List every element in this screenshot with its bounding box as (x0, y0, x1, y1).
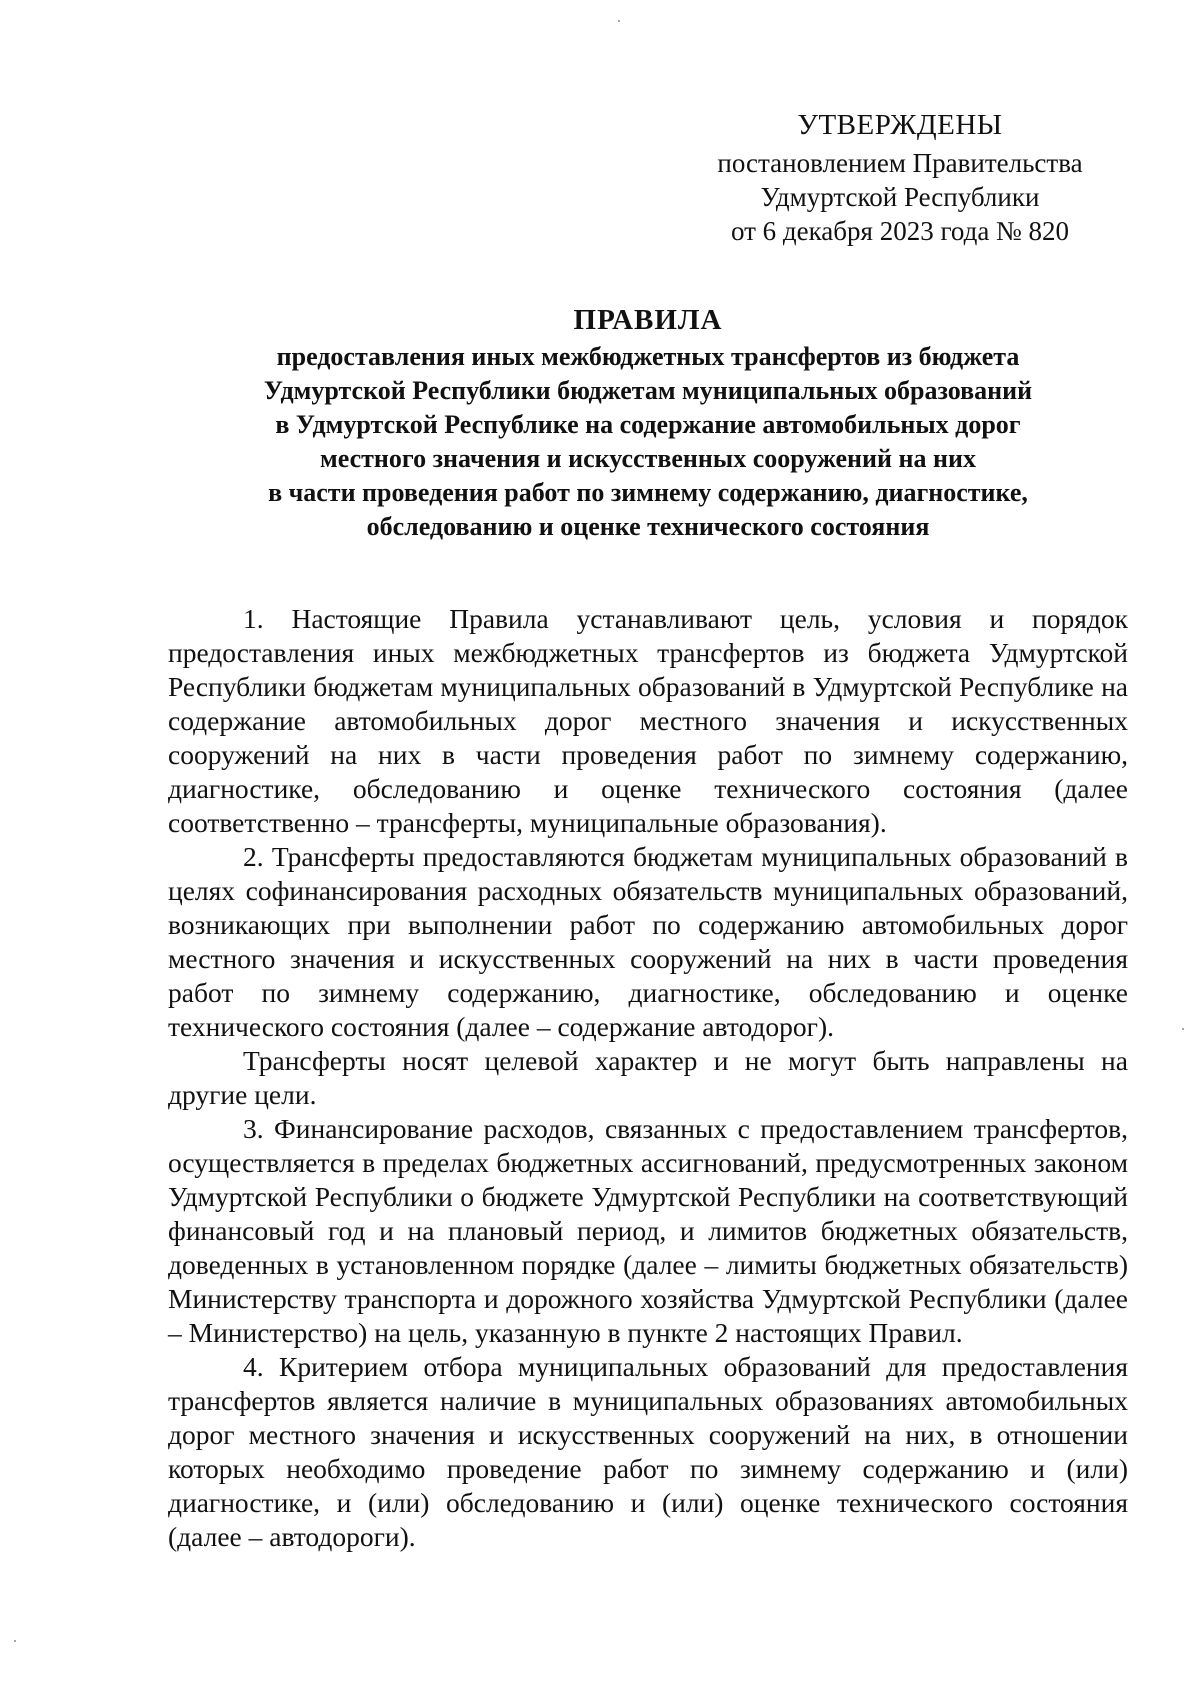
paragraph-1: 1. Настоящие Правила устанавливают цель, условия и порядок предоставления иных межбюджетных трансфертов из бюджета Удмуртской Республики бюджетам муниципальных образований в Удмуртской Республике на содержание автомобильных дорог местного значения и искусственных сооружений на них в части проведения работ по зимнему содержанию, диагностике, обследованию и оценке технического состояния (далее соответственно – трансферты, муниципальные образования). (168, 603, 1128, 838)
approval-line-3: от 6 декабря 2023 года № 820 (730, 216, 1070, 246)
subtitle-line: в Удмуртской Республике на содержание автомобильных дорог (275, 410, 1021, 439)
document-heading (168, 300, 1128, 544)
subtitle-line: местного значения и искусственных сооружений на них (320, 444, 976, 473)
subtitle-line: в части проведения работ по зимнему содержанию, диагностике, (268, 478, 1028, 507)
paragraph-2: 2. Трансферты предоставляются бюджетам муниципальных образований в целях софинансирования расходных обязательств муниципальных образований, возникающих при выполнении работ по содержанию автомобильных дорог местного значения и искусственных сооружений на них в части проведения работ по зимнему содержанию, диагностике, обследованию и оценке технического состояния (далее – содержание автодорог). (168, 841, 1128, 1042)
paragraph-3: 3. Финансирование расходов, связанных с предоставлением трансфертов, осуществляется в пределах бюджетных ассигнований, предусмотренных законом Удмуртской Республики о бюджете Удмуртской Республики на соответствующий финансовый год и на плановый период, и лимитов бюджетных обязательств, доведенных в установленном порядке (далее – лимиты бюджетных обязательств) Министерству транспорта и дорожного хозяйства Удмуртской Республики (далее – Министерство) на цель, указанную в пункте 2 настоящих Правил. (168, 1113, 1128, 1348)
scan-speck (618, 20, 620, 22)
subtitle-line: предоставления иных межбюджетных трансфертов из бюджета (276, 342, 1020, 371)
subtitle-line: обследованию и оценке технического состояния (366, 512, 930, 541)
scan-speck (1182, 1028, 1184, 1030)
approval-block (700, 108, 1100, 248)
paragraph-4: 4. Критерием отбора муниципальных образований для предоставления трансфертов является наличие в муниципальных образованиях автомобильных дорог местного значения и искусственных сооружений на них, в отношении которых необходимо проведение работ по зимнему содержанию и (или) диагностике, и (или) обследованию и (или) оценке технического состояния (далее – автодороги). (168, 1351, 1128, 1552)
approval-line-1: постановлением Правительства (717, 148, 1083, 178)
scan-speck (14, 1640, 16, 1642)
document-body (168, 602, 1128, 1554)
document-title: ПРАВИЛА (573, 304, 723, 336)
approval-line-2: Удмуртской Республики (760, 182, 1040, 212)
document-subtitle (168, 340, 1128, 544)
approval-title: УТВЕРЖДЕНЫ (797, 109, 1003, 141)
subtitle-line: Удмуртской Республики бюджетам муниципальных образований (263, 376, 1033, 405)
paragraph-2-continuation: Трансферты носят целевой характер и не могут быть направлены на другие цели. (168, 1045, 1128, 1110)
